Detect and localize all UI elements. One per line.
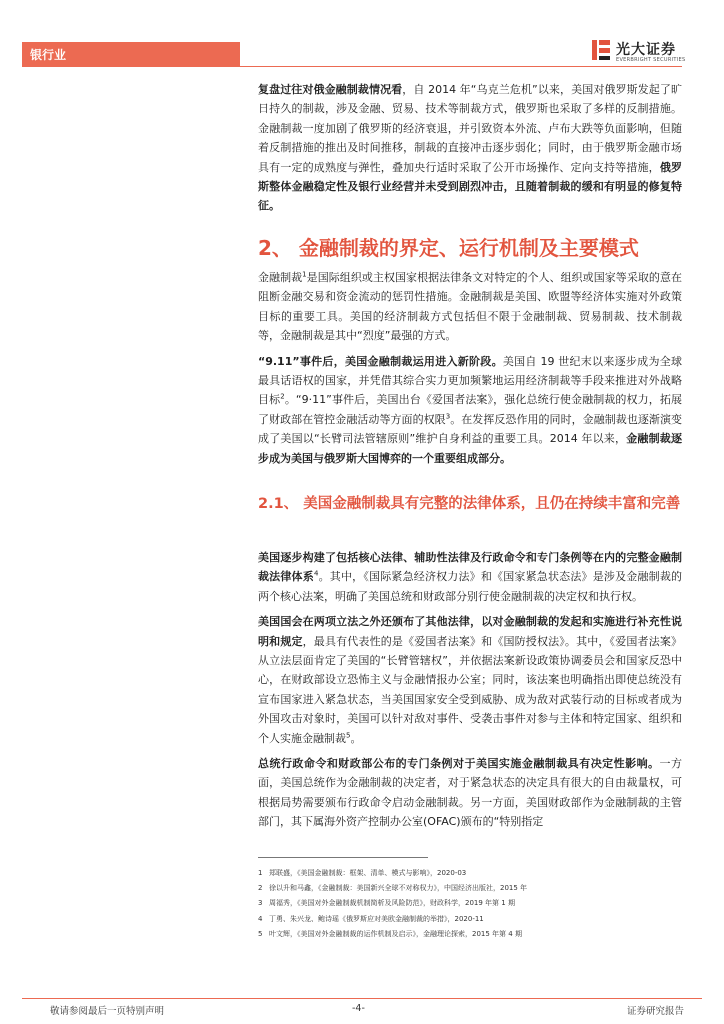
intro-paragraph: [258, 80, 682, 216]
footnote-ref-2: 2: [280, 392, 285, 401]
sanction-definition: 是国际组织或主权国家根据法律条文对特定的个人、组织或国家等采取的意在阻断金融交易和资金流动的惩罚性措施。金融制裁是美国、欧盟等经济体实施对外政策目标的重要工具。美国的经济制裁方式包括但不限于金融制裁、贸易制裁、技术制裁等，金融制裁是其中“烈度”最强的方式。: [258, 271, 683, 343]
p21-1-bold: 美国逐步构建了包括核心法律、辅助性法律及行政命令和专门条例等在内的完整金融制裁法律体系: [258, 551, 682, 584]
footnote-text: 丁勇、朱兴龙、鲍诗瑶《俄罗斯应对美欧金融制裁的举措》，2020-11: [269, 914, 484, 923]
intro-bold-lead: 复盘过往对俄金融制裁情况看: [258, 83, 403, 96]
header-divider: [22, 66, 682, 67]
footnote-number: 3: [258, 899, 263, 908]
section-2-1-body: [258, 548, 682, 832]
footnote-number: 5: [258, 929, 263, 938]
section-2-1-paragraph-2: [258, 612, 682, 748]
footer-report-type: 证券研究报告: [626, 1006, 684, 1017]
section-2-1-paragraph-1: [258, 548, 682, 606]
footnote-ref-3: 3: [445, 412, 451, 421]
footer-divider: [22, 998, 702, 999]
p2-bold-lead: “9.11”事件后，美国金融制裁运用进入新阶段。: [258, 354, 503, 368]
footnote-number: 4: [258, 914, 263, 923]
section-2-heading: 2、 金融制裁的界定、运行机制及主要模式: [258, 236, 639, 260]
intro-section: [258, 80, 682, 216]
p21-3-text: 一方面，美国总统作为金融制裁的决定者，对于紧急状态的决定具有很大的自由裁量权，可根据局势需要颁布行政命令启动金融制裁。另一方面，美国财政部作为金融制裁的主管部门，其下属海外资产控制办公室(OFAC)颁布的“特别指定: [258, 757, 683, 829]
sanction-term: 金融制裁: [258, 271, 303, 284]
footnote-3: [258, 896, 682, 911]
footnote-text: 徐以升和马鑫，《金融制裁：美国新兴全球不对称权力》，中国经济出版社，2015 年: [269, 884, 528, 893]
intro-text: ，自 2014 年“乌克兰危机”以来，美国对俄罗斯发起了旷日持久的制裁，涉及金融、贸易、技术等制裁方式，俄罗斯也采取了多样的反制措施。金融制裁一度加剧了俄罗斯的经济衰退，并引致资本外流、卢布大跌等负面影响，但随着反制措施的推出及时间推移，制裁的直接冲击逐步弱化；同时，由于俄罗斯金融市场具有一定的成熟度与弹性，叠加央行适时采取了公开市场操作、定向支持等措施，: [258, 83, 683, 174]
p21-3-bold: 总统行政命令和财政部公布的专门条例对于美国实施金融制裁具有决定性影响。: [258, 757, 660, 771]
section-2-1-heading: 2.1、 美国金融制裁具有完整的法律体系，且仍在持续丰富和完善: [258, 496, 681, 512]
footnote-divider: [258, 857, 428, 858]
logo-subtext: EVERBRIGHT SECURITIES: [616, 57, 686, 63]
footnote-ref-1: 1: [302, 270, 307, 279]
footnote-number: 1: [258, 869, 263, 877]
p21-1-text: 。其中，《国际紧急经济权力法》和《国家紧急状态法》是涉及金融制裁的两个核心法案，明确了美国总统和财政部分别行使金融制裁的决定权和执行权。: [258, 570, 683, 603]
footnote-text: 叶文辉，《美国对外金融制裁的运作机制及启示》，金融理论探索，2015 年第 4 期: [269, 929, 522, 938]
footnote-5: [258, 927, 682, 942]
footnote-ref-4: 4: [313, 569, 319, 578]
p21-2-end: 。: [350, 731, 362, 745]
section-2-paragraph-2: [258, 352, 682, 468]
section-label: 银行业: [30, 48, 67, 62]
footnote-ref-5: 5: [346, 731, 351, 739]
footnote-text: 郑联盛，《美国金融制裁：框架、清单、模式与影响》，2020-03: [269, 869, 467, 877]
footnote-1: [258, 866, 682, 881]
footnote-4: [258, 912, 682, 927]
p21-2-text: ，最具有代表性的是《爱国者法案》和《国防授权法》。其中，《爱国者法案》从立法层面肯定了美国的“长臂管辖权”，并依据法案新设政策协调委员会和国家反恐中心，在财政部设立恐怖主义与金融情报办公室；同时，该法案也明确指出即使总统没有宣布国家进入紧急状态，当美国国家安全受到威胁、成为敌对武装行动的目标或者成为外国攻击对象时，美国可以针对敌对事件、受袭击事件对参与主体和特定国家、组织和个人实施金融制裁: [258, 634, 683, 745]
footer-disclaimer: 敬请参阅最后一页特别声明: [50, 1006, 165, 1017]
footnote-text: 周福秀，《美国对外金融制裁机制简析及风险防范》，财政科学，2019 年第 1 期: [269, 899, 515, 908]
p2-text-b: 。“9·11”事件后，美国出台《爱国者法案》，强化总统行使金融制裁的权力，拓展了财政部在管控金融活动等方面的权限: [258, 393, 683, 426]
footnotes: [258, 866, 682, 942]
section-2-paragraph-1: [258, 268, 682, 346]
everbright-logo: [590, 36, 700, 66]
page-number: -4-: [352, 1003, 365, 1014]
logo-text: 光大证券: [616, 42, 676, 58]
p2-text-a: 美国自 19 世纪末以来逐步成为全球最具话语权的国家，并凭借其综合实力更加频繁地运用经济制裁等手段来推进对外战略目标: [258, 354, 682, 407]
everbright-logo-icon: [590, 38, 612, 64]
footnote-2: [258, 881, 682, 896]
section-2-body: [258, 268, 682, 468]
p2-text-c: 。在发挥反恐作用的同时，金融制裁也逐渐演变成了美国以“长臂司法管辖原则”维护自身利益的重要工具。2014 年以来，: [258, 412, 683, 446]
section-2-1-paragraph-3: [258, 754, 682, 832]
footnote-number: 2: [258, 884, 263, 893]
p21-2-bold: 美国国会在两项立法之外还颁布了其他法律，以对金融制裁的发起和实施进行补充性说明和规定: [258, 615, 682, 648]
intro-bold-conclusion: 俄罗斯整体金融稳定性及银行业经营并未受到剧烈冲击，且随着制裁的缓和有明显的修复特征。: [258, 160, 683, 213]
p2-bold-conclusion: 金融制裁逐步成为美国与俄罗斯大国博弈的一个重要组成部分。: [258, 432, 683, 465]
